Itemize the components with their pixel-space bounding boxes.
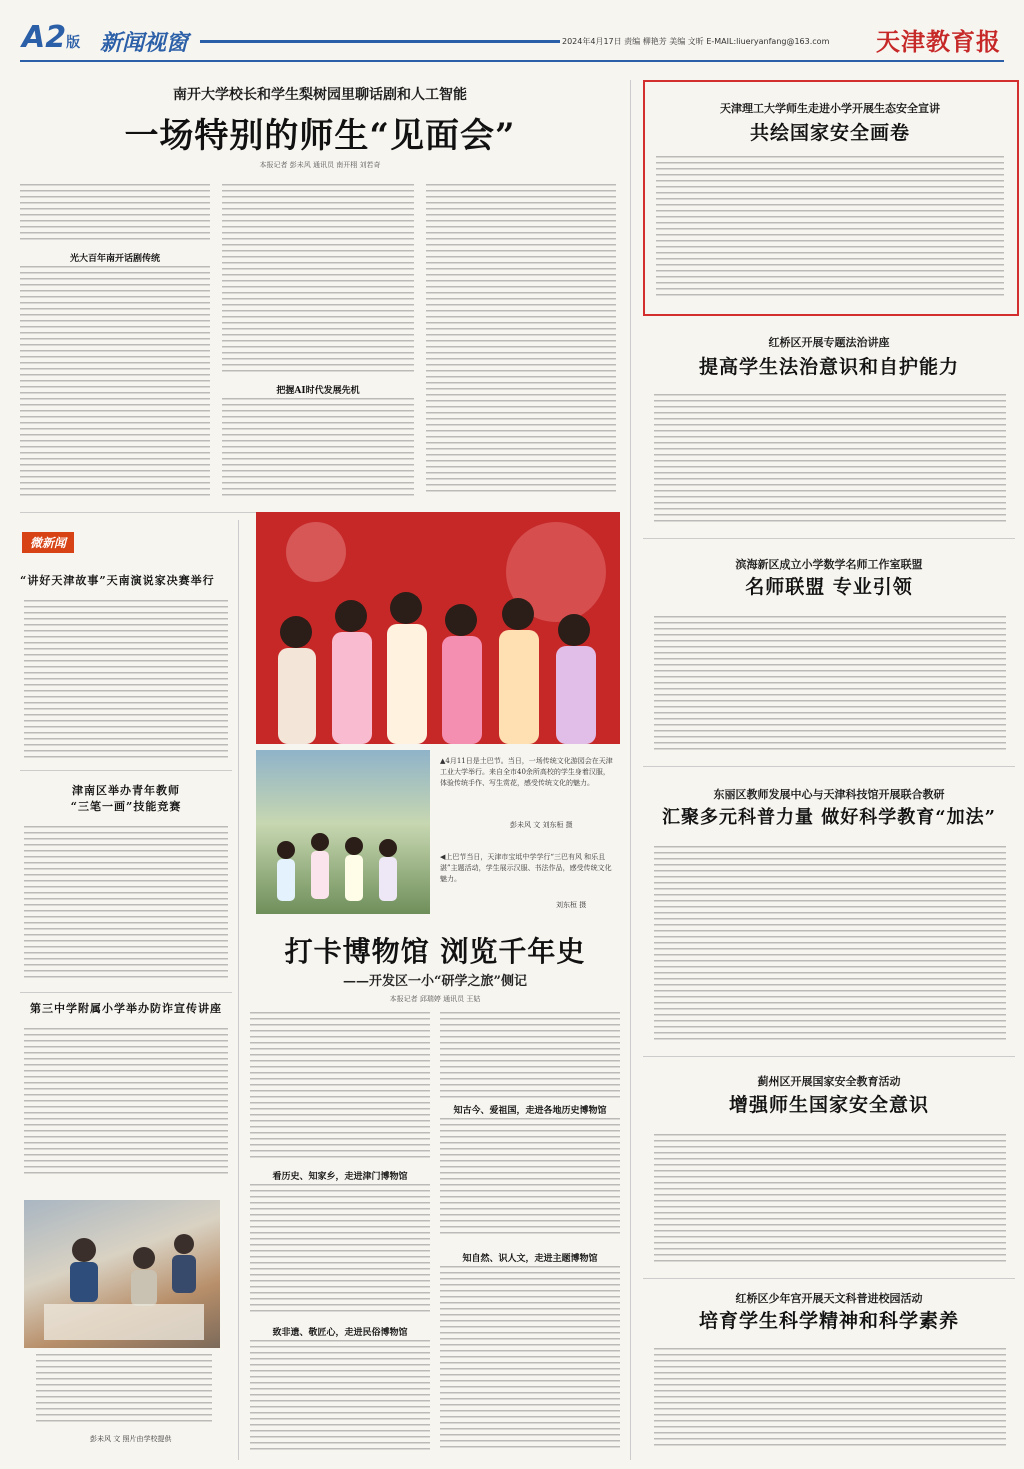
brief-title-2: 津南区举办青年教师 “三笔一画”技能竞赛 xyxy=(70,784,182,813)
museum-byline: 本报记者 邱瑞婷 通讯员 王姑 xyxy=(389,995,481,1003)
lead-byline: 本报记者 彭未风 通讯员 南开栩 刘若奇 xyxy=(259,161,381,169)
museum-subhead-3: 知古今、爱祖国，走进各地历史博物馆 xyxy=(453,1106,607,1116)
photo-credit: 彭未风 文 照片由学校提供 xyxy=(90,1435,172,1443)
column-rule xyxy=(630,80,631,1460)
box-text xyxy=(656,156,1004,296)
hanfu-photo xyxy=(256,512,620,744)
divider xyxy=(20,992,232,993)
briefs-tag: 微新闻 xyxy=(22,532,74,553)
lead-subhead-1: 光大百年南开话剧传统 xyxy=(69,254,160,264)
column-rule xyxy=(238,520,239,1460)
museum-text-col1 xyxy=(250,1012,430,1162)
brief-title-3: 第三中学附属小学举办防诈宣传讲座 xyxy=(30,1002,222,1015)
brief-text-2 xyxy=(24,826,228,982)
museum-headline: 打卡博物馆 浏览千年史 xyxy=(284,935,586,968)
photo-caption-1: ▲4月11日是土巴节。当日，一场传统文化游园会在天津工业大学举行。来自全市40余所高校的学生身着汉服，体验传统手作、写生赏花，感受传统文化的魅力。 xyxy=(440,757,613,787)
right-headline-1: 提高学生法治意识和自护能力 xyxy=(698,356,959,378)
divider xyxy=(643,1056,1015,1057)
lead-headline: 一场特别的师生“见面会” xyxy=(124,116,516,156)
outdoor-photo-figures xyxy=(256,750,430,914)
header-info: 2024年4月17日 责编 柳艳芳 美编 文昕 E-MAIL:liueryanfang@163.com xyxy=(562,37,830,46)
classroom-photo-figures xyxy=(24,1200,220,1348)
brief-text-3 xyxy=(24,1028,228,1178)
museum-subhead-1: 看历史、知家乡，走进津门博物馆 xyxy=(272,1172,408,1182)
divider xyxy=(643,766,1015,767)
museum-text-col2b xyxy=(440,1118,620,1238)
museum-subhead-2: 致非遗、敬匠心，走进民俗博物馆 xyxy=(272,1328,408,1338)
brief-text-1 xyxy=(24,600,228,758)
right-kicker-2: 滨海新区成立小学数学名师工作室联盟 xyxy=(735,558,923,571)
masthead-rule xyxy=(20,60,1004,62)
section-name: 新闻视窗 xyxy=(100,31,189,56)
hanfu-photo-figures xyxy=(256,512,620,744)
museum-text-col1b xyxy=(250,1184,430,1314)
divider xyxy=(643,538,1015,539)
classroom-photo xyxy=(24,1200,220,1348)
right-headline-3: 汇聚多元科普力量 做好科学教育“加法” xyxy=(662,807,996,828)
photo-caption-1-credit: 彭未风 文 刘东桓 摄 xyxy=(510,821,573,829)
lead-subhead-2: 把握AI时代发展先机 xyxy=(276,386,360,396)
lead-text-col1b xyxy=(20,266,210,496)
right-text-2 xyxy=(654,616,1006,752)
photo-caption-2-credit: 刘东桓 摄 xyxy=(556,901,587,909)
right-kicker-1: 红桥区开展专题法治讲座 xyxy=(768,336,890,349)
box-kicker: 天津理工大学师生走进小学开展生态安全宣讲 xyxy=(720,102,940,115)
brief-title-1: “讲好天津故事”天南演说家决赛举行 xyxy=(20,574,215,587)
right-headline-2: 名师联盟 专业引领 xyxy=(745,576,913,598)
page-number: A2版 xyxy=(22,20,81,55)
museum-text-col2 xyxy=(440,1012,620,1098)
museum-text-col1c xyxy=(250,1340,430,1452)
photo-caption-2: ◀上巴节当日，天津市宝坻中学学行“三巴有风 和乐且湛”主题活动，学生展示汉服、书法作品，感受传统文化魅力。 xyxy=(440,853,612,883)
lead-text-col2b xyxy=(222,398,414,496)
lead-kicker: 南开大学校长和学生梨树园里聊话剧和人工智能 xyxy=(173,87,467,103)
right-text-3 xyxy=(654,846,1006,1042)
header-rule xyxy=(200,40,560,43)
newspaper-logo: 天津教育报 xyxy=(876,27,1001,56)
outdoor-photo xyxy=(256,750,430,914)
right-text-4 xyxy=(654,1134,1006,1264)
divider xyxy=(20,770,232,771)
museum-subhead-4: 知自然、识人文，走进主题博物馆 xyxy=(462,1254,598,1264)
box-headline: 共绘国家安全画卷 xyxy=(749,122,910,144)
photo-caption-text xyxy=(36,1354,212,1422)
right-kicker-3: 东丽区教师发展中心与天津科技馆开展联合教研 xyxy=(713,788,945,801)
lead-text-col1 xyxy=(20,184,210,244)
right-headline-4: 增强师生国家安全意识 xyxy=(728,1094,929,1116)
right-kicker-5: 红桥区少年宫开展天文科普进校园活动 xyxy=(735,1292,923,1305)
museum-subtitle: ——开发区一小“研学之旅”侧记 xyxy=(343,974,527,989)
museum-text-col2c xyxy=(440,1266,620,1452)
divider xyxy=(643,1278,1015,1279)
right-headline-5: 培育学生科学精神和科学素养 xyxy=(698,1310,959,1332)
lead-text-col3 xyxy=(426,184,616,496)
right-kicker-4: 蓟州区开展国家安全教育活动 xyxy=(757,1075,901,1088)
right-text-5 xyxy=(654,1348,1006,1450)
right-text-1 xyxy=(654,394,1006,522)
lead-text-col2 xyxy=(222,184,414,374)
